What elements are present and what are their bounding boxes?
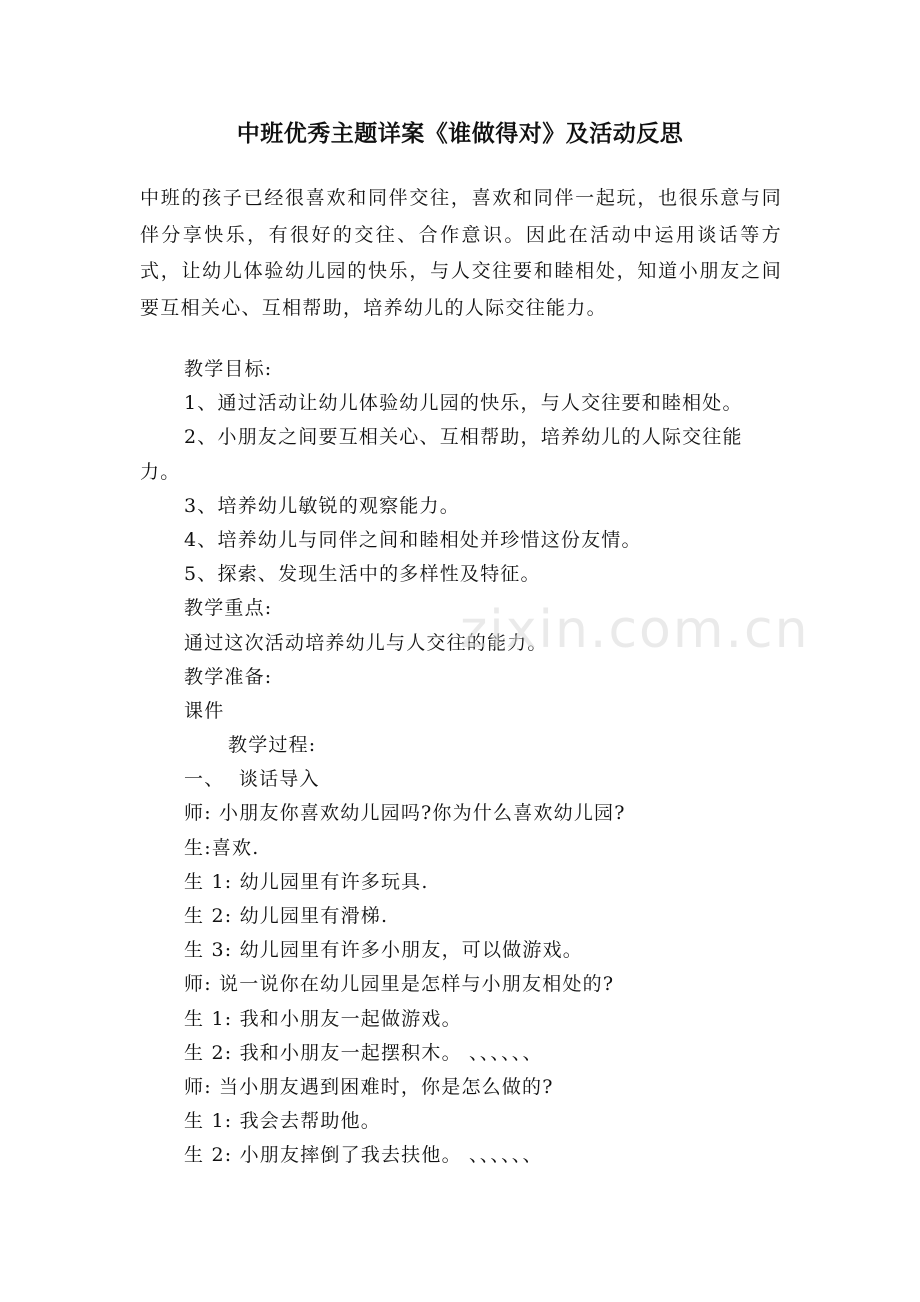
goal-item-1: 1、通过活动让幼儿体验幼儿园的快乐，与人交往要和睦相处。 [184, 392, 743, 415]
document-body [140, 352, 782, 1173]
dialogue-line: 师: 当小朋友遇到困难时，你是怎么做的? [184, 1075, 554, 1098]
goal-item-2: 2、小朋友之间要互相关心、互相帮助，培养幼儿的人际交往能 [184, 426, 743, 449]
goal-item-4: 4、培养幼儿与同伴之间和睦相处并珍惜这份友情。 [184, 528, 642, 551]
dialogue-line: 生 3: 幼儿园里有许多小朋友，可以做游戏。 [184, 939, 583, 962]
dialogue-line: 生 1: 幼儿园里有许多玩具. [184, 870, 429, 893]
section-heading-1: 一、 谈话导入 [184, 768, 320, 791]
document-title: 中班优秀主题详案《谁做得对》及活动反思 [236, 121, 684, 147]
dialogue-line: 生 1: 我会去帮助他。 [184, 1110, 381, 1133]
goals-heading: 教学目标: [184, 358, 273, 380]
process-heading: 教学过程: [228, 734, 317, 757]
intro-paragraph: 中班的孩子已经很喜欢和同伴交往，喜欢和同伴一起玩，也很乐意与同伴分享快乐，有很好的交往、合作意识。因此在活动中运用谈话等方式，让幼儿体验幼儿园的快乐，与人交往要和睦相处，知道小朋友之间要互相关心、互相帮助，培养幼儿的人际交往能力。 [140, 187, 782, 319]
prep-heading: 教学准备: [184, 665, 273, 688]
dialogue-line: 生 2: 我和小朋友一起摆积木。 、、、、、、 [184, 1041, 543, 1064]
focus-heading: 教学重点: [184, 597, 273, 620]
focus-text: 通过这次活动培养幼儿与人交往的能力。 [184, 631, 548, 654]
dialogue-line: 生 1: 我和小朋友一起做游戏。 [184, 1007, 462, 1030]
goal-item-2-continuation: 力。 [140, 460, 181, 483]
dialogue-line: 生 2: 幼儿园里有滑梯. [184, 905, 389, 927]
dialogue-line: 师: 小朋友你喜欢幼儿园吗?你为什么喜欢幼儿园? [184, 802, 626, 825]
watermark: zixin.com.cn [460, 600, 810, 660]
goal-item-3: 3、培养幼儿敏锐的观察能力。 [184, 494, 460, 517]
prep-text: 课件 [184, 699, 225, 722]
dialogue-line: 师: 说一说你在幼儿园里是怎样与小朋友相处的? [184, 973, 615, 996]
dialogue-line: 生 2: 小朋友摔倒了我去扶他。 、、、、、、 [184, 1144, 543, 1167]
goal-item-5: 5、探索、发现生活中的多样性及特征。 [184, 563, 541, 586]
dialogue-line: 生:喜欢. [184, 836, 260, 859]
